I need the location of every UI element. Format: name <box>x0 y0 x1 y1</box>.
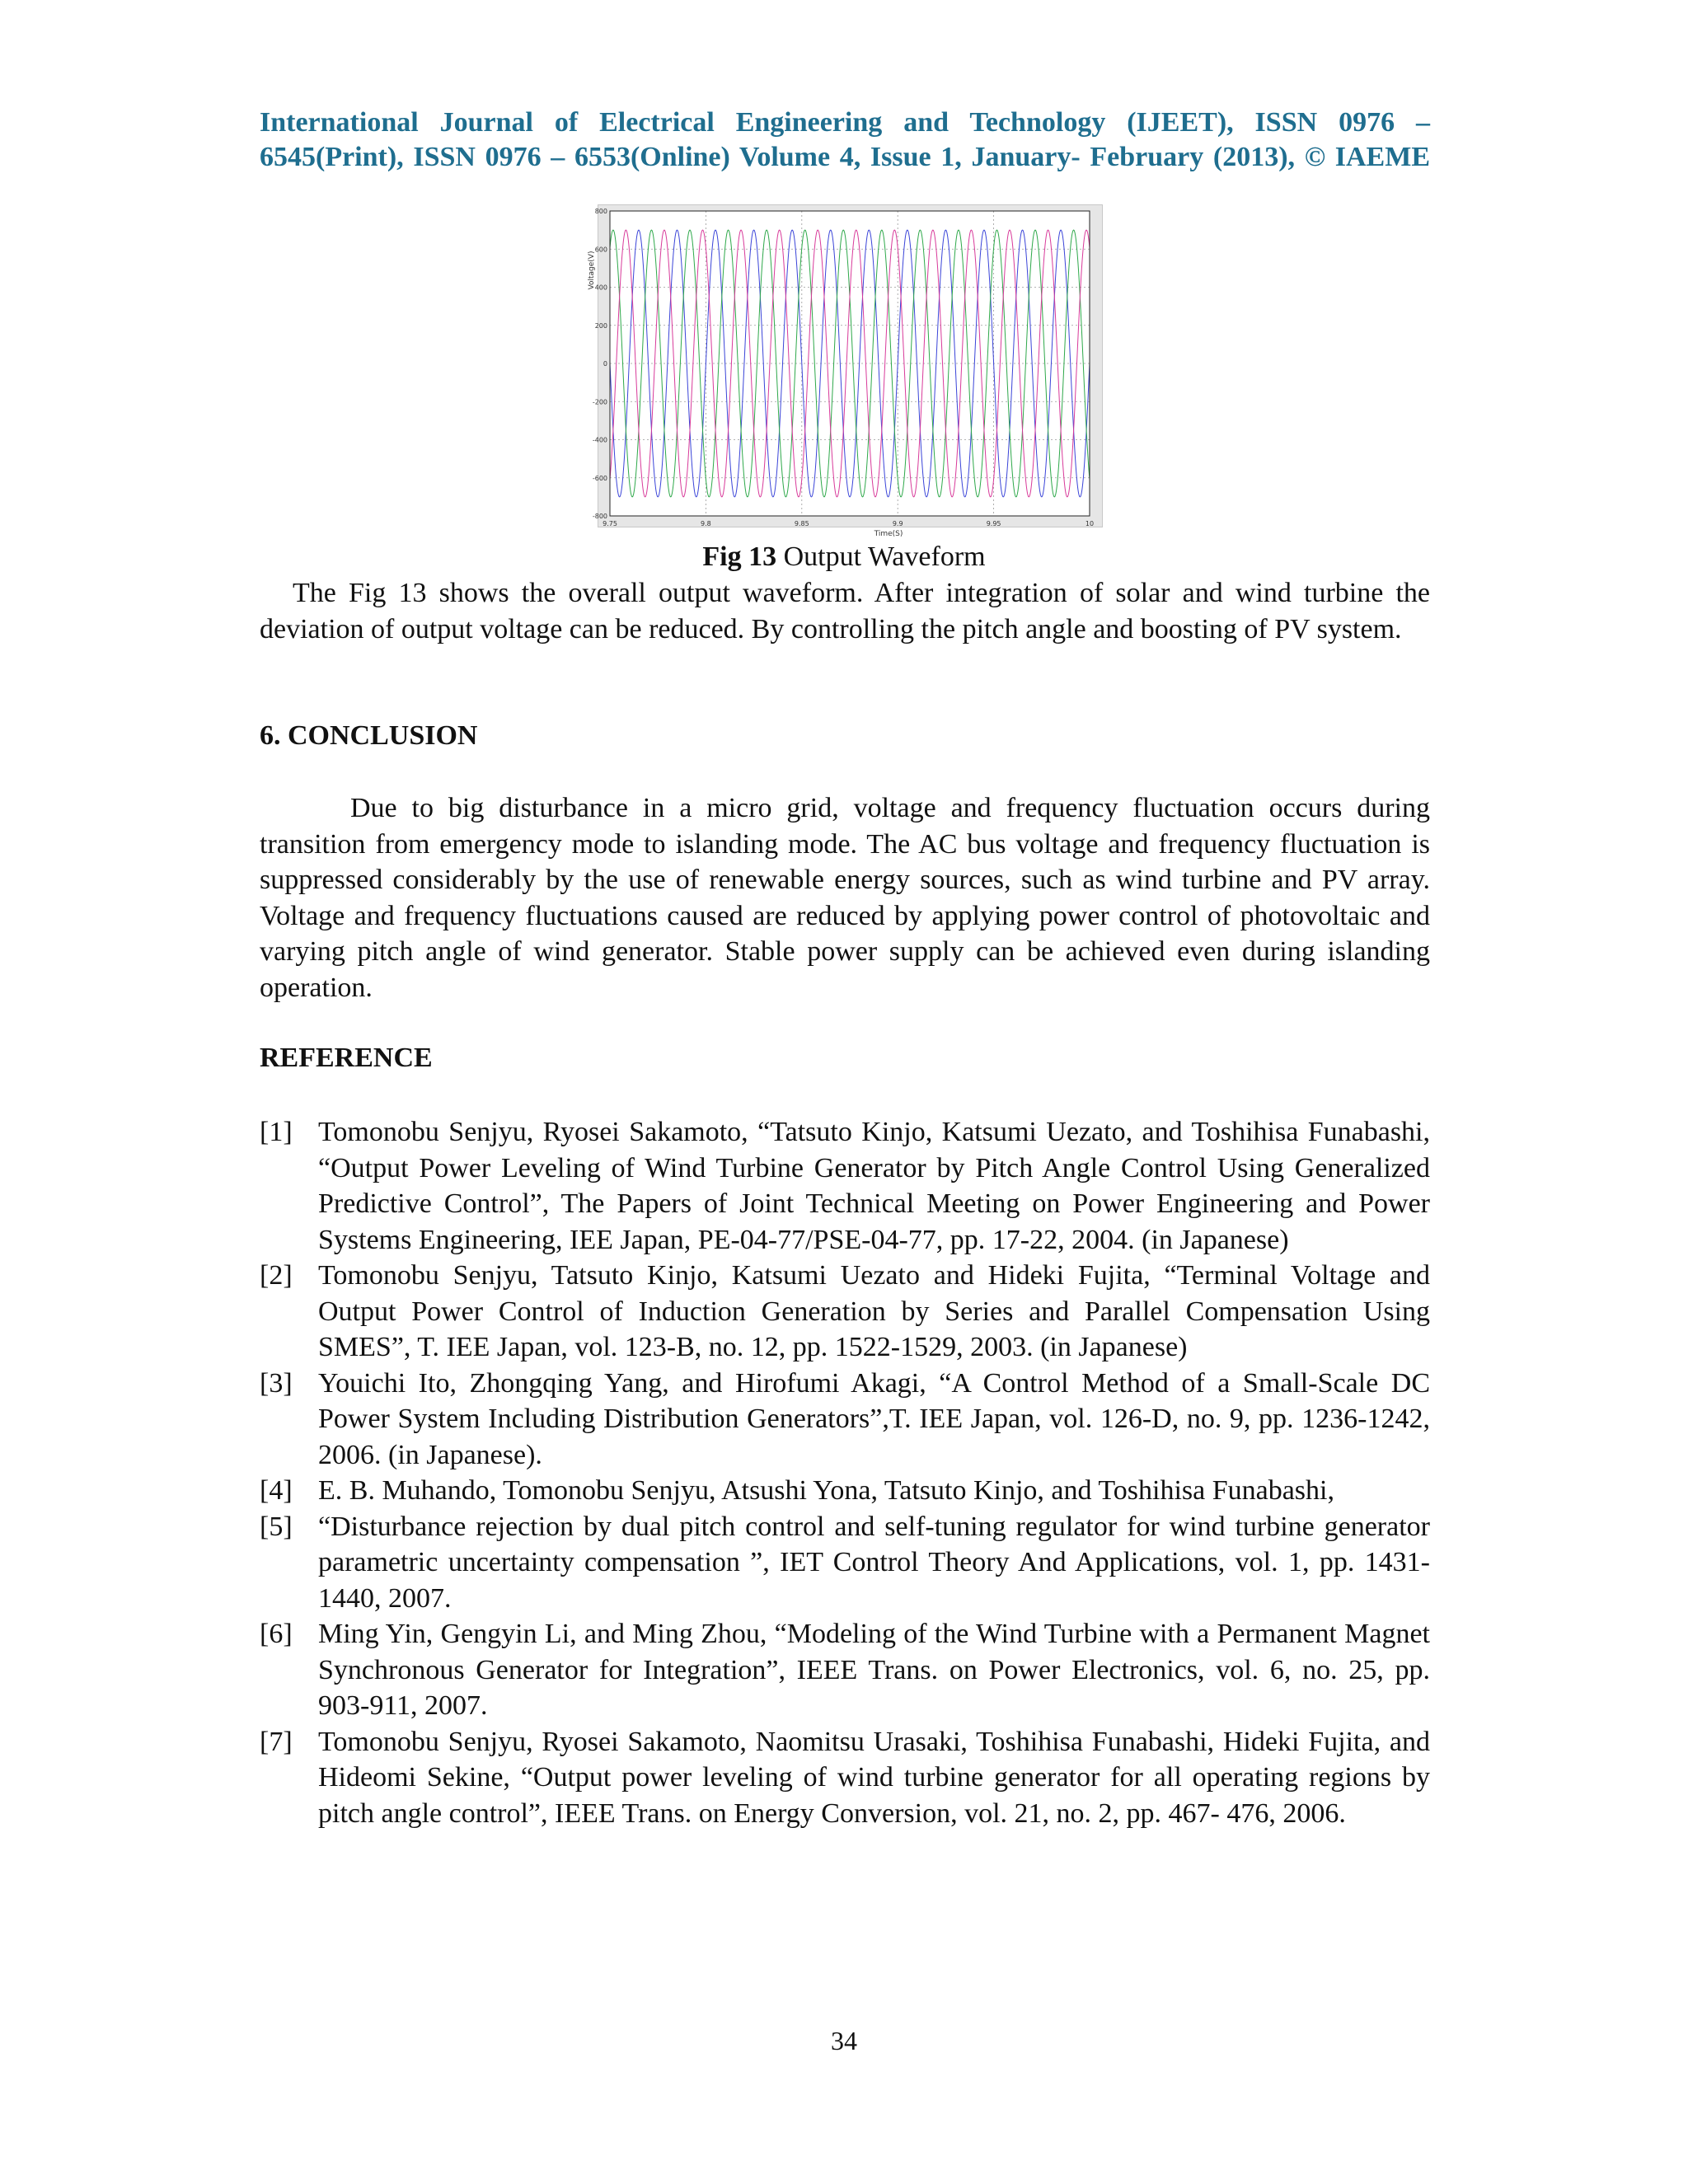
x-axis-label: Time(S) <box>874 530 903 538</box>
x-tick-label: 9.85 <box>794 520 809 527</box>
reference-number: [3] <box>260 1367 293 1399</box>
y-tick-label: 800 <box>594 208 607 215</box>
reference-item <box>260 1366 1430 1474</box>
y-tick-label: -800 <box>592 513 607 520</box>
output-waveform-chart <box>585 204 1104 551</box>
reference-text: Ming Yin, Gengyin Li, and Ming Zhou, “Modeling of the Wind Turbine with a Permanent Magnet Synchronous Generator for Integration”, IEEE Trans. on Power Electronics, vol. 6, no. 25, pp. 903-911, 2007. <box>318 1619 1430 1721</box>
reference-number: [5] <box>260 1511 293 1542</box>
x-tick-label: 9.95 <box>986 520 1001 527</box>
y-tick-label: 400 <box>594 284 607 292</box>
reference-item <box>260 1258 1430 1366</box>
reference-number: [4] <box>260 1475 293 1506</box>
reference-number: [7] <box>260 1726 293 1757</box>
y-tick-label: 200 <box>594 321 607 330</box>
reference-list <box>260 1114 1430 1831</box>
y-tick-label: -200 <box>592 398 607 406</box>
journal-header <box>260 105 1430 175</box>
y-tick-label: 600 <box>594 246 607 254</box>
figure-caption-label: Fig 13 <box>702 541 777 572</box>
reference-item <box>260 1616 1430 1724</box>
reference-item <box>260 1724 1430 1832</box>
reference-text: Youichi Ito, Zhongqing Yang, and Hirofumi Akagi, “A Control Method of a Small-Scale DC Power System Including Distribution Generators”,T. IEE Japan, vol. 126-D, no. 9, pp. 1236-1242, 2006. (in Japanese). <box>318 1367 1430 1470</box>
reference-text: Tomonobu Senjyu, Tatsuto Kinjo, Katsumi Uezato and Hideki Fujita, “Terminal Voltage and Output Power Control of Induction Generation by Series and Parallel Compensation Using SMES”, T. IEE Japan, vol. 123-B, no. 12, pp. 1522-1529, 2003. (in Japanese) <box>318 1260 1430 1362</box>
figure-caption-text: Output Waveform <box>776 541 986 572</box>
reference-text: E. B. Muhando, Tomonobu Senjyu, Atsushi Yona, Tatsuto Kinjo, and Toshihisa Funabashi, <box>318 1475 1334 1506</box>
reference-number: [2] <box>260 1260 293 1291</box>
y-tick-label: 0 <box>603 360 607 368</box>
reference-number: [6] <box>260 1619 293 1649</box>
reference-item <box>260 1509 1430 1617</box>
y-axis-label: Voltage(V) <box>588 251 596 290</box>
journal-header-line-2: 6545(Print), ISSN 0976 – 6553(Online) Volume 4, Issue 1, January- February (2013), © IAEME <box>260 142 1430 172</box>
journal-header-line-1: International Journal of Electrical Engineering and Technology (IJEET), ISSN 0976 – <box>260 107 1430 138</box>
paragraph-conclusion <box>260 790 1430 1005</box>
section-title-conclusion: 6. CONCLUSION <box>260 720 478 751</box>
x-tick-label: 9.8 <box>701 520 711 527</box>
x-tick-label: 10 <box>1085 520 1095 527</box>
reference-text: “Disturbance rejection by dual pitch control and self-tuning regulator for wind turbine generator parametric uncertainty compensation ”, IET Control Theory And Applications, vol. 1, pp. 1431-1440, 2007. <box>318 1511 1430 1614</box>
paragraph-figure-discussion <box>260 575 1430 647</box>
x-tick-label: 9.75 <box>603 520 617 527</box>
reference-item <box>260 1114 1430 1258</box>
reference-text: Tomonobu Senjyu, Ryosei Sakamoto, “Tatsuto Kinjo, Katsumi Uezato, and Toshihisa Funabashi, “Output Power Leveling of Wind Turbine Generator by Pitch Angle Control Using Generalized Predictive Control”, The Papers of Joint Technical Meeting on Power Engineering and Power Systems Engineering, IEE Japan, PE-04-77/PSE-04-77, pp. 17-22, 2004. (in Japanese) <box>318 1117 1430 1255</box>
y-tick-label: -600 <box>592 474 607 482</box>
figure-caption <box>0 541 1688 574</box>
paragraph-conclusion-text: Due to big disturbance in a micro grid, voltage and frequency fluctuation occurs during transition from emergency mode to islanding mode. The AC bus voltage and frequency fluctuation is suppressed considerably by the use of renewable energy sources, such as wind turbine and PV array. Voltage and frequency fluctuations caused are reduced by applying power control of photovoltaic and varying pitch angle of wind generator. Stable power supply can be achieved even during islanding operation. <box>260 793 1430 1003</box>
page-number: 34 <box>831 2026 857 2055</box>
section-title-reference: REFERENCE <box>260 1043 433 1073</box>
reference-item <box>260 1473 1430 1509</box>
y-tick-label: -400 <box>592 436 607 444</box>
reference-text: Tomonobu Senjyu, Ryosei Sakamoto, Naomitsu Urasaki, Toshihisa Funabashi, Hideki Fujita, and Hideomi Sekine, “Output power leveling of wind turbine generator for all operating regions by pitch angle control”, IEEE Trans. on Energy Conversion, vol. 21, no. 2, pp. 467- 476, 2006. <box>318 1726 1430 1829</box>
figure-13 <box>585 204 1104 551</box>
paragraph-figure-discussion-text: The Fig 13 shows the overall output waveform. After integration of solar and wind turbine the deviation of output voltage can be reduced. By controlling the pitch angle and boosting of PV system. <box>260 578 1430 644</box>
x-tick-label: 9.9 <box>892 520 903 527</box>
reference-number: [1] <box>260 1117 293 1147</box>
